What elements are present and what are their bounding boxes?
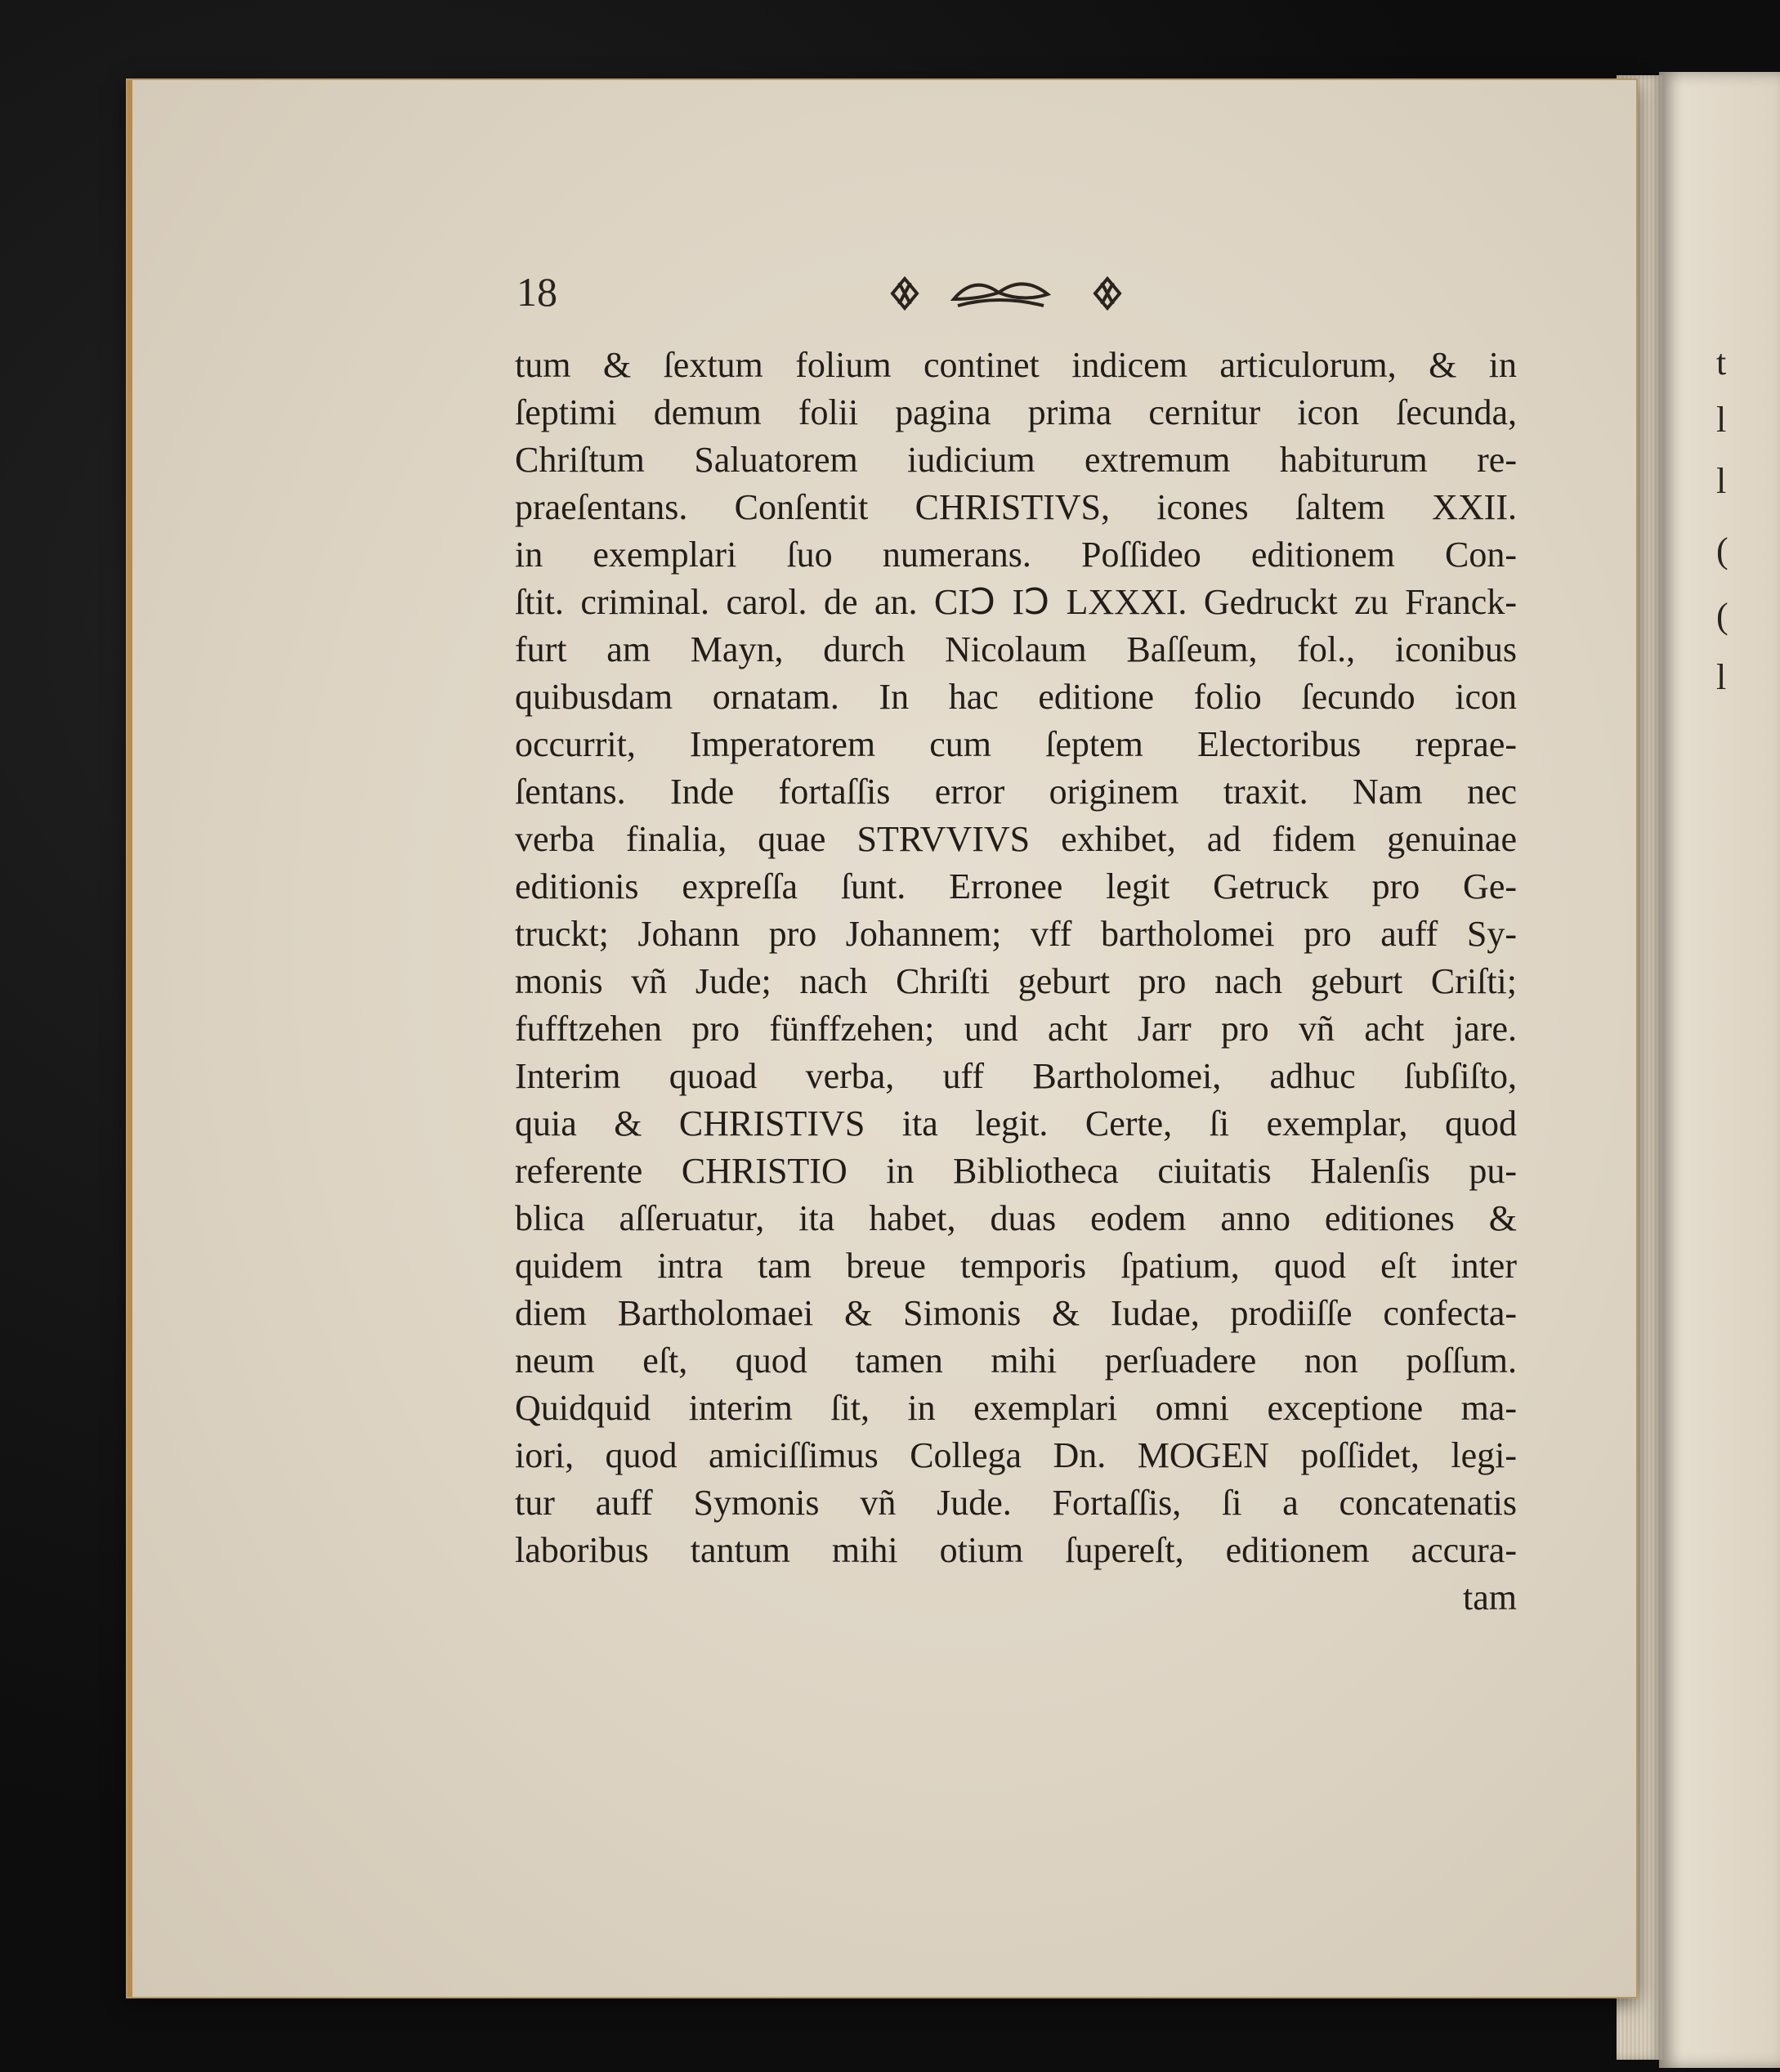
text-line: referente CHRISTIO in Bibliotheca ciuitatis Halenſis pu- — [515, 1151, 1517, 1191]
text-line: iori, quod amiciſſimus Collega Dn. MOGEN poſſidet, legi- — [515, 1435, 1517, 1475]
text-line: occurrit, Imperatorem cum ſeptem Electoribus reprae- — [515, 724, 1517, 764]
text-line: truckt; Johann pro Johannem; vff bartholomei pro auff Sy- — [515, 914, 1517, 954]
text-line: fufftzehen pro fünffzehen; und acht Jarr pro vñ acht jare. — [515, 1009, 1517, 1049]
text-line: blica aſſeruatur, ita habet, duas eodem anno editiones & — [515, 1198, 1517, 1238]
text-line: ſtit. criminal. carol. de an. CIↃ IↃ LXXXI. Gedruckt zu Franck- — [515, 582, 1517, 622]
text-line: ſentans. Inde fortaſſis error originem traxit. Nam nec — [515, 772, 1517, 812]
text-line: neum eſt, quod tamen mihi perſuadere non poſſum. — [515, 1340, 1517, 1381]
text-line: tum & ſextum folium continet indicem articulorum, & in — [515, 345, 1517, 385]
text-line: in exemplari ſuo numerans. Poſſideo editionem Con- — [515, 535, 1517, 575]
text-line: tur auff Symonis vñ Jude. Fortaſſis, ſi a concatenatis — [515, 1483, 1517, 1523]
text-line: verba finalia, quae STRVVIVS exhibet, ad fidem genuinae — [515, 819, 1517, 859]
facing-page-glyph: l — [1716, 657, 1727, 697]
facing-page-glyph: l — [1716, 400, 1727, 440]
text-line: Interim quoad verba, uff Bartholomei, adhuc ſubſiſto, — [515, 1056, 1517, 1096]
facing-page-glyph: ( — [1716, 596, 1729, 636]
text-line: monis vñ Jude; nach Chriſti geburt pro nach geburt Criſti; — [515, 961, 1517, 1001]
facing-page-glyph: l — [1716, 461, 1727, 501]
text-line: Chriſtum Saluatorem iudicium extremum habiturum re- — [515, 440, 1517, 480]
text-line: ſeptimi demum folii pagina prima cernitur icon ſecunda, — [515, 392, 1517, 432]
text-line: editionis expreſſa ſunt. Erronee legit Getruck pro Ge- — [515, 866, 1517, 906]
header-ornament-icon — [876, 265, 1138, 322]
text-line: praeſentans. Conſentit CHRISTIVS, icones ſaltem XXII. — [515, 487, 1517, 527]
text-line: quia & CHRISTIVS ita legit. Certe, ſi exemplar, quod — [515, 1103, 1517, 1143]
text-line: laboribus tantum mihi otium ſupereſt, editionem accura- — [515, 1530, 1517, 1570]
facing-page — [1659, 72, 1780, 2068]
text-line: quibusdam ornatam. In hac editione folio ſecundo icon — [515, 677, 1517, 717]
facing-page-glyph: t — [1716, 342, 1727, 383]
text-line: quidem intra tam breue temporis ſpatium, quod eſt inter — [515, 1246, 1517, 1286]
text-line: diem Bartholomaei & Simonis & Iudae, prodiiſſe confecta- — [515, 1293, 1517, 1333]
facing-page-glyph: ( — [1716, 530, 1729, 571]
page-number: 18 — [517, 269, 557, 315]
text-line: Quidquid interim ſit, in exemplari omni exceptione ma- — [515, 1388, 1517, 1428]
text-line: furt am Mayn, durch Nicolaum Baſſeum, fol., iconibus — [515, 629, 1517, 669]
page-header — [517, 260, 1518, 325]
catchword: tam — [1463, 1577, 1517, 1618]
